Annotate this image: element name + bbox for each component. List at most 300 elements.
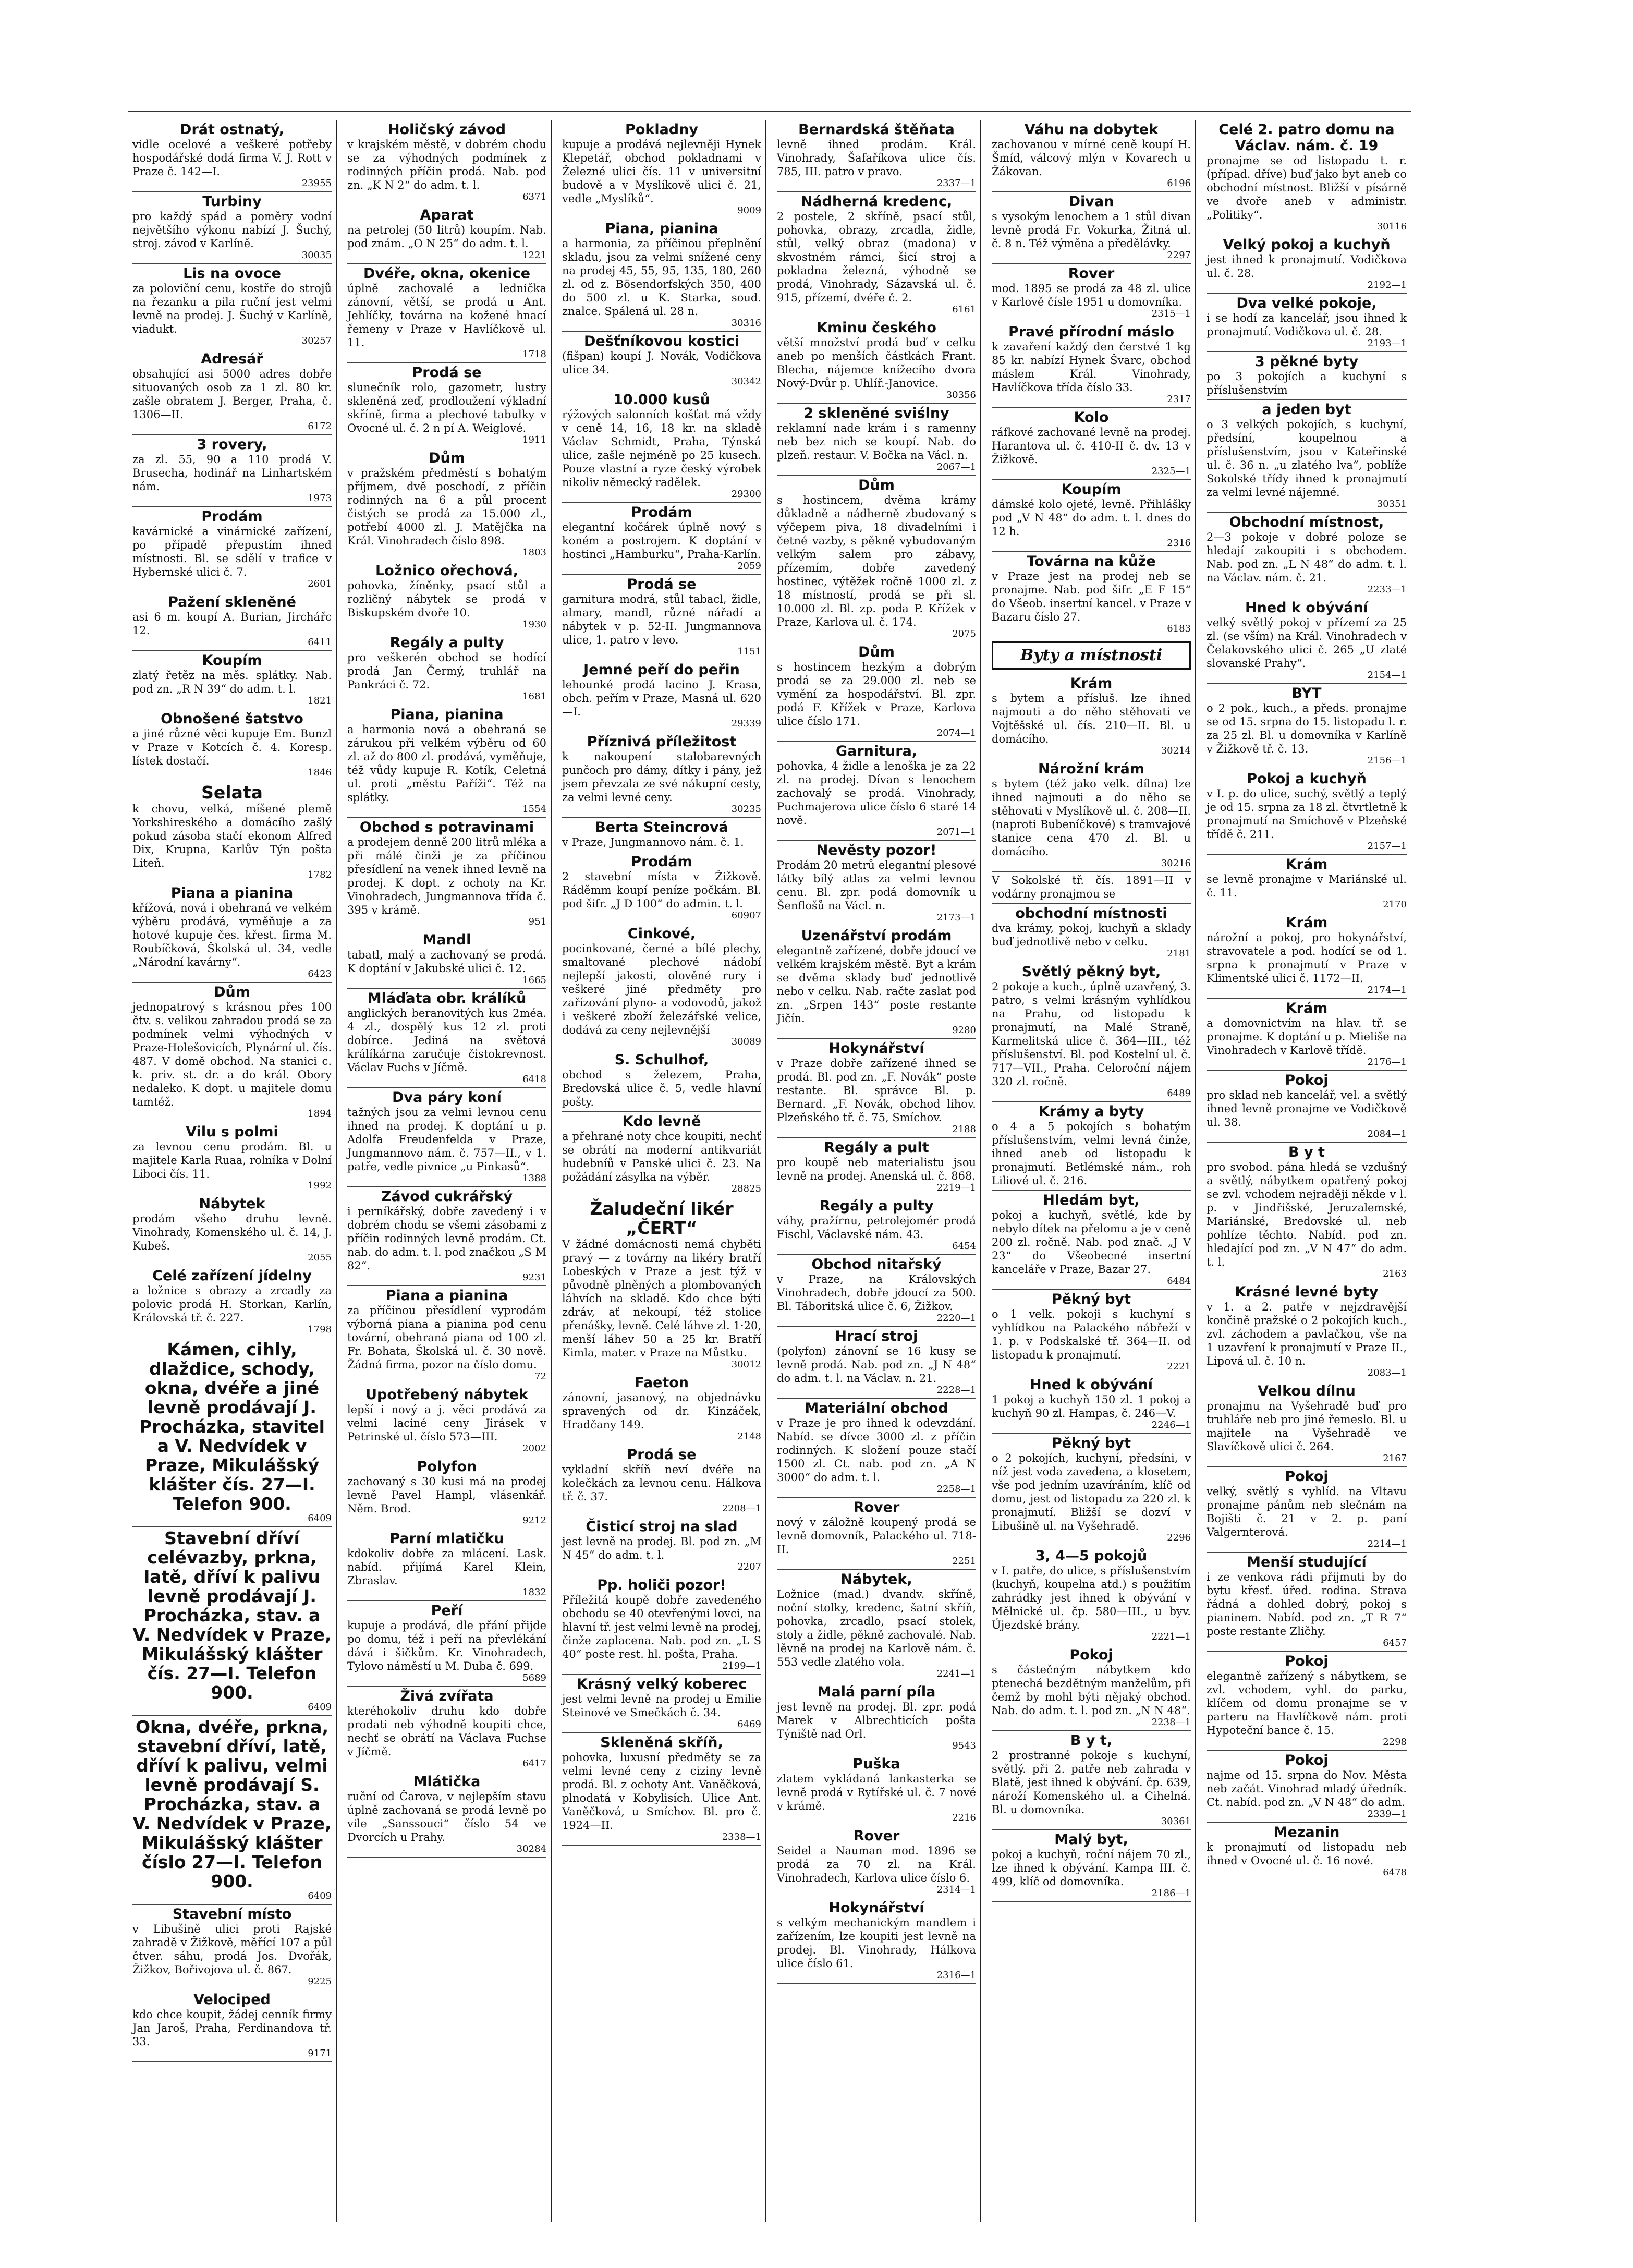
ad-body: dámské kolo ojeté, levně. Přihlášky pod „V N 48“ do adm. t. l. dnes do 12 h. <box>992 498 1191 538</box>
classified-ad <box>1207 513 1407 598</box>
ad-number: 2167 <box>1383 1453 1407 1464</box>
classified-ad <box>992 1546 1191 1645</box>
ad-heading: Berta Steincrová <box>595 819 728 835</box>
classified-ad <box>1207 1282 1407 1381</box>
classified-ad <box>347 1385 546 1457</box>
ad-number: 6409 <box>308 1513 332 1524</box>
classified-ad <box>777 1754 976 1826</box>
ad-heading: Pokladny <box>625 122 698 138</box>
ad-number: 1832 <box>522 1587 546 1598</box>
classified-ad <box>992 674 1191 759</box>
ad-number: 6183 <box>1167 623 1191 634</box>
classified-ad <box>992 264 1191 322</box>
ad-body: ruční od Čarova, v nejlepším stavu úplně zachovaná se prodá levně po vile „Sanssouci“ číslo 54 ve Dvorcích u Prahy. <box>347 1790 546 1843</box>
ad-heading: Lis na ovoce <box>183 265 281 282</box>
ad-heading: Pokoj <box>1069 1647 1113 1663</box>
ad-body: pro svobod. pána hledá se vzdušný a světlý, nábytkem opatřený pokoj se zvl. vchodem nejraději někde v l. p. v Jindřišské, Jeruzalemské, Mariánské, Bredovské ul. neb pohlíze těchto. Nabíd. pod zn. hledající pod zn. „V N 47“ do adm. t. l. <box>1207 1161 1407 1268</box>
classified-ad <box>132 1990 332 2062</box>
ad-number: 2181 <box>1167 948 1191 959</box>
classified-ad <box>777 841 976 926</box>
classified-ad <box>347 1457 546 1529</box>
ad-heading: Turbiny <box>202 193 262 210</box>
ad-body: jest velmi levně na prodej u Emilie Steinové ve Smečkách č. 34. <box>562 1693 761 1719</box>
classified-ad <box>347 1187 546 1286</box>
classified-ad <box>992 1645 1191 1731</box>
ad-number: 6489 <box>1167 1088 1191 1099</box>
classified-ad <box>777 1570 976 1682</box>
ad-body: kupuje a prodává nejlevněji Hynek Klepetář, obchod pokladnami v Železné ulici čís. 11 v universitní budově a v Myslíkově ulici č. 21, vedle „Myslíků“. <box>562 138 761 205</box>
ad-number: 30284 <box>516 1843 546 1854</box>
classified-ad <box>132 435 332 507</box>
ad-heading: Rover <box>1068 265 1115 282</box>
ad-heading: Mlátička <box>413 1774 481 1790</box>
ad-body: velký světlý pokoj v přízemí za 25 zl. (se vším) na Král. Vinohradech v Čelakovského ulici č. 265 „U zlaté slovanské Prahy“. <box>1207 616 1407 670</box>
ad-number: 2186—1 <box>1151 1888 1191 1899</box>
ad-number: 2297 <box>1167 250 1191 261</box>
ad-heading: Prodám <box>631 854 692 870</box>
ad-number: 2193—1 <box>1367 338 1407 349</box>
ad-heading: Obchod nitařský <box>811 1256 942 1272</box>
ad-body: v I. p. do ulice, suchý, světlý a teplý je od 15. srpna za 18 zl. čtvrtletně k pronajmutí na Smíchově v Plzeňské třídě č. 211. <box>1207 787 1407 841</box>
ad-body: jednopatrový s krásnou přes 100 čtv. s. velikou zahradou prodá se za podmínek velmi výhodných v Praze-Holešovicích, Plynární ul. čís. 487. V domě obchod. Na stanici c. k. priv. st. dr. a do král. Obory nedaleko. K dopt. u majitele domu tamtéž. <box>132 1001 332 1108</box>
ad-body: v krajském městě, v dobrém chodu se za výhodných podmínek z rodinných příčin prodá. Nab. pod zn. „K N 2“ do adm. t. l. <box>347 138 546 191</box>
ad-number: 2148 <box>737 1431 761 1442</box>
classified-ad <box>777 1039 976 1138</box>
classified-ad <box>132 983 332 1122</box>
ad-number: 2241—1 <box>936 1668 976 1679</box>
ad-body: po 3 pokojích a kuchyní s příslušenstvím <box>1207 370 1407 396</box>
ad-body: v Praze, Jungmannovo nám. č. 1. <box>562 836 744 848</box>
ad-number: 6478 <box>1383 1867 1407 1878</box>
ad-body: V Sokolské tř. čís. 1891—II v vodárny pronajmou se <box>992 874 1191 900</box>
ad-heading: Pokoj a kuchyň <box>1247 771 1367 787</box>
ad-heading: Pokoj <box>1285 1752 1329 1768</box>
classified-ad <box>1207 294 1407 352</box>
column-2 <box>343 120 552 2222</box>
ad-number: 9171 <box>308 2048 332 2059</box>
ad-number: 2216 <box>952 1812 976 1823</box>
classified-ad <box>777 404 976 476</box>
ad-heading: 3 rovery, <box>197 436 267 453</box>
classified-ad <box>562 1517 761 1575</box>
classified-ad <box>992 1830 1191 1902</box>
ad-heading: Krásný velký koberec <box>577 1676 747 1692</box>
ad-number: 6418 <box>522 1074 546 1085</box>
classified-ad <box>347 930 546 989</box>
ad-heading: Jemné peří do peřin <box>583 662 740 678</box>
ad-heading: Dům <box>858 644 895 660</box>
ad-body: kdo chce koupit, žádej cenník firmy Jan Jaroš, Praha, Ferdinandova tř. 33. <box>132 2008 332 2048</box>
classified-ad <box>1207 352 1407 400</box>
ad-heading: Pokoj <box>1285 1653 1329 1669</box>
ad-body: o 4 a 5 pokojích s bohatým příslušenstvím, velmi levná činže, ihned aneb od listopadu k pronajmutí. Betlémské nám., roh Liliové ul. č. 216. <box>992 1120 1191 1187</box>
ad-number: 30035 <box>301 250 332 261</box>
ad-heading: Kdo levně <box>622 1113 701 1130</box>
ad-heading: BYT <box>1291 685 1322 701</box>
classified-ad <box>347 633 546 705</box>
ad-heading: Pp. holiči pozor! <box>597 1577 726 1593</box>
ad-body: kteréhokoliv druhu kdo dobře prodati neb výhodně koupiti chce, nechť se obrátí na Václava Fuchse v Jíčmě. <box>347 1705 546 1758</box>
ad-number: 9009 <box>737 205 761 216</box>
classified-ad <box>777 926 976 1039</box>
ad-number: 2176—1 <box>1367 1057 1407 1068</box>
ad-body: pokoj a kuchyň, světlé, kde by nebylo dítek na přelomu a je v ceně 200 zl. ročně. Nab. pod znač. „J V 23“ do Všeobecné insertní kanceláře v Praze, Bazar 27. <box>992 1209 1191 1276</box>
ad-body: jest levně na prodej. Bl. pod zn. „M N 45“ do adm. t. l. <box>562 1535 761 1561</box>
ad-number: 1930 <box>522 619 546 630</box>
ad-heading: B y t, <box>1070 1732 1113 1749</box>
ad-number: 2298 <box>1383 1737 1407 1748</box>
classified-ad <box>562 818 761 852</box>
ad-number: 2246—1 <box>1151 1420 1191 1430</box>
ad-number: 2067—1 <box>936 462 976 472</box>
ad-heading: Dům <box>429 450 465 466</box>
ad-number: 6172 <box>308 421 332 432</box>
ad-body: a harmonia nová a obehraná se zárukou při velkém výběru od 60 zl. až do 800 zl. prodává, vyměňuje, též vůdy kupuje R. Kotík, Celetná ul. proti „městu Paříži“. Též na splátky. <box>347 723 546 804</box>
ad-number: 2316 <box>1167 538 1191 549</box>
ad-body: zlatý řetěz na měs. splátky. Nab. pod zn. „R N 39“ do adm. t. l. <box>132 669 332 695</box>
ad-number: 28825 <box>731 1183 761 1194</box>
ad-body: a ložnice s obrazy a zrcadly za polovic prodá H. Storkan, Karlín, Královská tř. č. 227. <box>132 1284 332 1324</box>
ad-heading: Továrna na kůže <box>1027 553 1156 569</box>
column-5 <box>988 120 1196 2222</box>
ad-heading: Hrací stroj <box>835 1328 918 1344</box>
classified-ad <box>1207 1467 1407 1553</box>
ad-number: 30216 <box>1161 858 1191 869</box>
ad-heading: obchodní místnosti <box>1015 905 1167 921</box>
classified-ad <box>992 1102 1191 1191</box>
ad-heading: Koupím <box>1061 481 1122 498</box>
classified-ad <box>562 503 761 575</box>
ad-heading: Velký pokoj a kuchyň <box>1223 237 1391 253</box>
ad-number: 2251 <box>952 1556 976 1567</box>
ad-number: 30351 <box>1376 499 1407 510</box>
ad-heading: Piana, pianina <box>605 221 718 237</box>
ad-body: v Praze jest na prodej neb se pronajme. Nab. pod šifr. „E F 15“ do Všeob. insertní kancel. v Praze v Bazaru číslo 27. <box>992 570 1191 623</box>
ad-number: 6423 <box>308 968 332 979</box>
ad-number: 2221 <box>1167 1361 1191 1372</box>
ad-body: kupuje a prodává, dle přání přijde po domu, též i peří na převlékání dává i šičkům. Kr. Vinohradech, Tylovo náměstí u M. Duba č. 699. <box>347 1619 546 1672</box>
classified-ad <box>992 1290 1191 1375</box>
classified-ad <box>1207 1143 1407 1282</box>
classified-ad <box>1207 598 1407 684</box>
ad-heading: Okna, dvéře, prkna, stavební dříví, latě, dříví k palivu, velmi levně prodávají S. Procházka, stav. a V. Nedvídek v Praze, Mikulášský klášter číslo 27—I. Telefon 900. <box>132 1717 332 1891</box>
ad-number: 2157—1 <box>1367 841 1407 852</box>
classified-ad <box>777 1327 976 1399</box>
ad-body: o 3 velkých pokojích, s kuchyní, předsíní, koupelnou a příslušenstvím, jsou v Kateřinské ul. č. 36 n. „u zlatého lva“, poblíže Sokolské třídy ihned k pronajmutí za velmi levné nájemné. <box>1207 418 1407 499</box>
ad-heading: Krám <box>1285 915 1328 931</box>
ad-number: 9212 <box>522 1515 546 1526</box>
classified-ad <box>562 219 761 332</box>
ad-body: 2 postele, 2 skříně, psací stůl, pohovka, obrazy, zrcadla, židle, stůl, velký obraz (madona) v skvostném rámci, šicí stroj a pokladna železná, výhodně se prodá, Vinohrady, Sázavská ul. č. 915, přízemí, dvéře č. 2. <box>777 210 976 304</box>
ad-number: 2316—1 <box>936 1970 976 1981</box>
ad-body: elegantní kočárek úplně nový s koném a postrojem. K doptání v hostinci „Hamburku“, Praha-Karlín. <box>562 521 761 561</box>
ad-heading: Stavební místo <box>172 1906 292 1922</box>
classified-ad <box>777 192 976 318</box>
classified-ad <box>132 883 332 983</box>
ad-heading: Parní mlatičku <box>389 1531 504 1547</box>
ad-body: o 1 velk. pokoji s kuchyní s vyhlídkou na Palackého nábřeží v 1. p. v Podskalské tř. 364—II. od listopadu k pronajmutí. <box>992 1308 1191 1361</box>
column-6 <box>1202 120 1411 2222</box>
classified-ad <box>562 390 761 503</box>
classified-ad <box>1207 769 1407 855</box>
ad-heading: Faeton <box>634 1375 689 1391</box>
classified-ad <box>132 1527 332 1716</box>
ad-body: elegantně zařízený s nábytkem, se zvl. vchodem, vyhl. do parku, klíčem od domu pronajme se v parteru na Havlíčkově nám. proti Hypoteční bance č. 15. <box>1207 1670 1407 1737</box>
ad-number: 2221—1 <box>1151 1631 1191 1642</box>
classified-ad <box>562 1112 761 1197</box>
ad-number: 9280 <box>952 1025 976 1036</box>
ad-number: 6454 <box>952 1241 976 1252</box>
ad-body: V žádné domácnosti nemá chyběti pravý — z továrny na likéry bratří Lobeských v Praze a jest týž v původně plněných a plombovaných láhvích na skladě. Kdo chce býti zdráv, ať nekoupí, též stolice přenášky, levně. Celé láhve zl. 1·20, menší láhev 50 a 25 kr. Bratří Kimla, mater. v Praze na Můstku. <box>562 1238 761 1359</box>
ad-body: 2—3 pokoje v dobré poloze se hledají zakoupiti i s obchodem. Nab. pod zn. „L N 48“ do adm. t. l. na Václav. nám. č. 21. <box>1207 531 1407 584</box>
ad-heading: Selata <box>201 782 263 803</box>
classified-ad <box>992 1731 1191 1830</box>
ad-heading: Pěkný byt <box>1051 1291 1131 1307</box>
ad-number: 1718 <box>522 349 546 360</box>
ad-heading: Světlý pěkný byt, <box>1021 964 1161 980</box>
ad-heading: Živá zvířata <box>400 1688 494 1704</box>
classified-ad <box>347 989 546 1088</box>
ad-heading: Obchod s potravinami <box>359 819 534 835</box>
ad-body: Prodám 20 metrů elegantní plesové látky bílý atlas za velmi levnou cenu. Bl. zpr. podá domovník u Šenflošů na Václ. n. <box>777 859 976 912</box>
ad-heading: Mezanin <box>1273 1824 1340 1840</box>
ad-number: 6417 <box>522 1758 546 1769</box>
ad-number: 2207 <box>737 1561 761 1572</box>
ad-body: levně ihned prodám. Král. Vinohrady, Šafaříkova ulice čís. 785, III. patro v pravo. <box>777 138 976 178</box>
ad-body: tabatl, malý a zachovaný se prodá. K doptání v Jakubské ulici č. 12. <box>347 949 546 975</box>
ad-number: 2339—1 <box>1367 1809 1407 1820</box>
classified-ad <box>992 480 1191 552</box>
classified-ad <box>132 120 332 192</box>
ad-body: (polyfon) zánovní se 16 kusy se levně prodá. Nab. pod zn. „J N 48“ do adm. t. l. na Václav. n. 21. <box>777 1345 976 1385</box>
ad-number: 30214 <box>1161 745 1191 756</box>
ad-number: 9543 <box>952 1740 976 1751</box>
classified-ad <box>562 924 761 1050</box>
ad-body: za levnou cenu prodám. Bl. u majitele Karla Ruaa, rolníka v Dolní Liboci čís. 11. <box>132 1141 332 1180</box>
ad-number: 30089 <box>731 1036 761 1047</box>
ad-number: 2174—1 <box>1367 985 1407 996</box>
ad-body: vidle ocelové a veškeré potřeby hospodářské dodá firma V. J. Rott v Praze č. 142—I. <box>132 138 332 178</box>
classified-ad <box>562 852 761 924</box>
ad-body: pronajme se od listopadu t. r. (případ. dříve) buď jako byt aneb co obchodní místnost. Bližší v písárně ve dvoře aneb v administr. „Politiky“. <box>1207 154 1407 221</box>
ad-heading: Hokynářství <box>828 1040 924 1057</box>
classified-ad <box>562 332 761 390</box>
ad-heading: Dva páry koní <box>392 1089 502 1106</box>
ad-body: k pronajmutí od listopadu neb ihned v Ovocné ul. č. 16 nové. <box>1207 1841 1407 1867</box>
ad-number: 5689 <box>522 1672 546 1683</box>
ad-heading: Prodám <box>631 504 692 520</box>
classified-ad <box>777 1898 976 1984</box>
classified-ad <box>1207 684 1407 769</box>
ad-body: reklamní nade krám i s ramenny neb bez nich se koupí. Nab. do plzeň. restaur. V. Bočka na Václ. n. <box>777 422 976 462</box>
ad-heading: Koupím <box>202 652 262 669</box>
ad-heading: Upotřebený nábytek <box>365 1387 528 1403</box>
classified-ad <box>777 318 976 404</box>
ad-body: 1 pokoj a kuchyň 150 zl. 1 pokoj a kuchyň 90 zl. Hampas, č. 246—V. <box>992 1393 1191 1420</box>
classified-ad <box>132 1338 332 1527</box>
ad-number: 2083—1 <box>1367 1367 1407 1378</box>
ad-number: 29300 <box>731 489 761 500</box>
ad-heading: Peří <box>431 1603 463 1619</box>
ad-number: 1151 <box>737 646 761 657</box>
ad-number: 2055 <box>308 1252 332 1263</box>
ad-heading: Žaludeční likér „ČERT“ <box>590 1198 734 1238</box>
ad-body: v Praze dobře zařízené ihned se prodá. Bl. pod zn. „F. Novák“ poste restante. Bl. správce Bl. p. Bernard. „F. Novák, obchod lihov. Plzeňského tř. č. 75, Smíchov. <box>777 1057 976 1124</box>
classified-ad <box>132 349 332 435</box>
classified-ad <box>347 705 546 818</box>
ad-body: a přehrané noty chce koupiti, nechť se obrátí na moderní antikvariát hudebníů v Panské ulici č. 23. Na požádání zásylka na výběr. <box>562 1130 761 1183</box>
ad-heading: Obnošené šatstvo <box>161 711 303 727</box>
ad-heading: Divan <box>1068 193 1114 210</box>
ad-number: 30257 <box>301 335 332 346</box>
ad-body: na petrolej (50 litrů) koupím. Nab. pod znám. „O N 25“ do adm. t. l. <box>347 224 546 250</box>
ad-heading: Ložnico ořechová, <box>375 563 518 579</box>
classified-ad <box>132 781 332 883</box>
ad-heading: 3 pěkné byty <box>1254 354 1359 370</box>
classified-ad <box>132 592 332 651</box>
ad-number: 2074—1 <box>936 727 976 738</box>
ad-body: pohovka, luxusní předměty se za velmi levné ceny z ciziny levně prodá. Bl. z ochoty Ant. Vaněčková, plnodatá v Kobylisích. Ulice Ant. Vaněčková, u Smíchov. Bl. pro č. 1924—II. <box>562 1751 761 1832</box>
classified-ad <box>132 1122 332 1194</box>
classified-ad <box>1207 1381 1407 1467</box>
classified-ad <box>1207 1751 1407 1823</box>
classified-ad <box>992 552 1191 637</box>
ad-body: s částečným nábytkem kdo ptenechá bezdětným manželům, při čemž by mohl býti nějaký obchod. Nab. do adm. t. l. pod zn. „N N 48“. <box>992 1664 1191 1717</box>
classified-ad <box>992 1191 1191 1290</box>
ad-number: 6484 <box>1167 1276 1191 1287</box>
ad-body: váhy, pražírnu, petrolejomér prodá Fischl, Václavské nám. 43. <box>777 1215 976 1241</box>
ad-heading: Materiální obchod <box>805 1400 948 1416</box>
ad-heading: Hledám byt, <box>1043 1192 1140 1208</box>
ad-body: nárožní a pokoj, pro hokynářství, stravovatele a pod. hodící se od 1. srpna k pronajmutí v Praze v Klimentské ulici č. 1172—II. <box>1207 931 1407 985</box>
ad-number: 6196 <box>1167 178 1191 189</box>
classified-ad <box>562 1445 761 1517</box>
ad-number: 9231 <box>522 1272 546 1283</box>
classified-ad <box>1207 1553 1407 1652</box>
classified-ad <box>992 759 1191 872</box>
ad-heading: Rover <box>853 1828 900 1844</box>
ad-heading: Celé 2. patro domu na Václav. nám. č. 19 <box>1218 122 1395 154</box>
ad-body: mod. 1895 se prodá za 48 zl. ulice v Karlově čísle 1951 u domovníka. <box>992 282 1191 308</box>
ad-body: větší množství prodá buď v celku aneb po menších částkách Frant. Blecha, nájemce knížecího dvora Nový-Dvůr p. Uhlíř.-Janovice. <box>777 336 976 390</box>
ad-heading: Dům <box>858 477 895 493</box>
classified-ad <box>562 1050 761 1112</box>
ad-heading: Menší studující <box>1247 1554 1367 1570</box>
ad-body: i perníkářský, dobře zavedený i v dobrém chodu se všemi zásobami z příčin rodinných levně prodám. Ct. nab. do adm. t. l. pod značkou „S M 82“. <box>347 1205 546 1272</box>
ad-body: vykladní skříň neví dvéře na kolečkách za levnou cenu. Hálkova tř. č. 37. <box>562 1463 761 1503</box>
ad-number: 2296 <box>1167 1532 1191 1543</box>
ad-number: 1782 <box>308 869 332 880</box>
ad-body: asi 6 m. koupí A. Burian, Jirchářc 12. <box>132 611 332 637</box>
ad-number: 1554 <box>522 804 546 815</box>
ad-number: 30356 <box>946 390 976 401</box>
ad-body: zánovní, jasanový, na objednávku spravených od dr. Kinzáček, Hradčany 149. <box>562 1391 761 1431</box>
ad-heading: Čisticí stroj na slad <box>586 1519 738 1535</box>
ad-body: a harmonia, za příčinou přeplnění skladu, jsou za velmi snížené ceny na prodej 45, 55, 95, 135, 180, 260 zl. od z. Bösendorfských 350, 400 do 500 zl. u K. Starka, soud. znalce. Spálená ul. 28 n. <box>562 237 761 318</box>
classified-ad <box>1207 400 1407 513</box>
ad-body: za zl. 55, 90 a 110 prodá V. Brusecha, hodinář na Linhartském nám. <box>132 453 332 493</box>
ad-heading: Piana, pianina <box>390 707 504 723</box>
ad-body: v Praze, na Královských Vinohradech, dobře jdoucí za 500. Bl. Táboritská ulice č. 6, Žižkov. <box>777 1273 976 1313</box>
ad-body: s vysokým lenochem a 1 stůl divan levně prodá Fr. Vokurka, Žitná ul. č. 8 n. Též výměna a předělávky. <box>992 210 1191 250</box>
ad-number: 2314—1 <box>936 1884 976 1895</box>
ad-body: k zavaření každý den čerstvé 1 kg 85 kr. nabízí Hynek Švarc, obchod máslem Král. Vinohrady, Havlíčkova třída číslo 33. <box>992 341 1191 394</box>
ad-heading: 3, 4—5 pokojů <box>1035 1548 1148 1564</box>
ad-body: a domovnictvím na hlav. tř. se pronajme. K doptání u p. Mieliše na Vinohradech v Karlově třídě. <box>1207 1017 1407 1057</box>
ad-heading: Pravé přírodní máslo <box>1008 324 1174 340</box>
classified-ad <box>347 205 546 264</box>
ad-number: 2156—1 <box>1367 755 1407 766</box>
ad-heading: Obchodní místnost, <box>1229 514 1384 530</box>
classified-ad <box>132 1905 332 1990</box>
ad-body: 2 prostranné pokoje s kuchyní, světlý. při 2. patře neb zahrada v Blatě, jest ihned k obývání. čp. 639, nároží Komenského ul. a Cihelná. Bl. u domovníka. <box>992 1749 1191 1816</box>
ad-number: 30012 <box>731 1359 761 1370</box>
ad-heading: Krám <box>1285 856 1328 872</box>
top-rule <box>128 111 1411 112</box>
ad-body: s velkým mechanickým mandlem i zařízením, lze koupiti jest levně na prodej. Bl. Vinohrady, Hálkova ulice číslo 61. <box>777 1917 976 1970</box>
ad-heading: Regály a pulty <box>819 1198 934 1214</box>
ad-number: 2338—1 <box>722 1832 761 1842</box>
classified-ad <box>992 1375 1191 1434</box>
ad-heading: Krásné levné byty <box>1235 1284 1379 1300</box>
classified-ad <box>777 742 976 841</box>
classified-ad <box>132 1266 332 1338</box>
ad-heading: Kámen, cihly, dlaždice, schody, okna, dvéře a jiné levně prodávají J. Procházka, stavitel a V. Nedvídek v Praze, Mikulášský klášter čís. 27—I. Telefon 900. <box>139 1339 325 1514</box>
ad-number: 2220—1 <box>936 1313 976 1324</box>
classified-ad <box>562 575 761 660</box>
ad-number: 2163 <box>1383 1268 1407 1279</box>
classified-ad <box>562 120 761 219</box>
classified-ad <box>347 1286 546 1385</box>
column-4 <box>773 120 981 2222</box>
ad-heading: Velkou dílnu <box>1258 1383 1356 1399</box>
ad-body: pro koupě neb materialistu jsou levně na prodej. Anenská ul. č. 868. <box>777 1156 976 1182</box>
ad-number: 2317 <box>1167 394 1191 405</box>
ad-heading: Nádherná kredenc, <box>800 193 953 210</box>
ad-body: a prodejem denně 200 litrů mléka a při málé činži je za příčinou přesídlení na venek ihned levně na prodej. K dopt. z ochoty na Kr. Vinohradech, Jungmannova třída č. 395 v krámě. <box>347 836 546 916</box>
ad-heading: Malý byt, <box>1054 1832 1128 1848</box>
ad-body: pohovka, 4 židle a lenoška je za 22 zl. na prodej. Dívan s lenochem zachovalý se prodá. Vinohrady, Puchmajerova ulice číslo 6 staré 14 nově. <box>777 760 976 827</box>
ad-body: o 2 pokojích, kuchyní, předsíni, v níž jest voda zavedena, a klosetem, vše pod jedním uzavíráním, klíč od domu, jest od listopadu za 220 zl. k pronajmutí. Bližší se dozví v Libušině ul. na Vyšehradě. <box>992 1452 1191 1532</box>
ad-number: 30361 <box>1161 1816 1191 1827</box>
ad-heading: Hned k obývání <box>1030 1377 1153 1393</box>
ad-heading: Kolo <box>1074 409 1109 426</box>
classified-ad <box>1207 1071 1407 1143</box>
ad-heading: Prodá se <box>412 365 482 381</box>
ad-body: anglických beranovitých kus 2méa. 4 zl., dospělý kus 12 zl. proti dobírce. Jediná na světová králíkárna zaručuje čistokrevnost. Václav Fuchs v Jíčmě. <box>347 1007 546 1074</box>
ad-number: 6371 <box>522 191 546 202</box>
ad-body: zachovaný s 30 kusi má na prodej levně Pavel Hampl, vlásenkář. Něm. Brod. <box>347 1475 546 1515</box>
classified-ad <box>1207 999 1407 1071</box>
ad-body: obchod s železem, Praha, Bredovská ulice č. 5, vedle hlavní pošty. <box>562 1069 761 1108</box>
ad-body: jest levně na prodej. Bl. zpr. podá Marek v Albrechticích pošta Týniště nad Orl. <box>777 1701 976 1740</box>
classified-ad <box>562 660 761 732</box>
ad-heading: Nábytek <box>199 1196 265 1212</box>
ad-heading: Regály a pulty <box>389 635 504 651</box>
ad-number: 30342 <box>731 376 761 387</box>
ad-heading: Adresář <box>201 351 263 367</box>
ad-heading: Nevěsty pozor! <box>816 842 937 858</box>
ad-heading: Krámy a byty <box>1038 1103 1144 1120</box>
ad-number: 1992 <box>308 1180 332 1191</box>
ad-number: 30316 <box>731 318 761 329</box>
classified-ad <box>1207 913 1407 999</box>
ad-number: 1911 <box>522 434 546 445</box>
column-1 <box>128 120 337 2222</box>
ad-heading: Dům <box>214 984 250 1000</box>
ad-heading: Dvéře, okna, okenice <box>363 265 531 282</box>
ad-number: 1846 <box>308 767 332 778</box>
